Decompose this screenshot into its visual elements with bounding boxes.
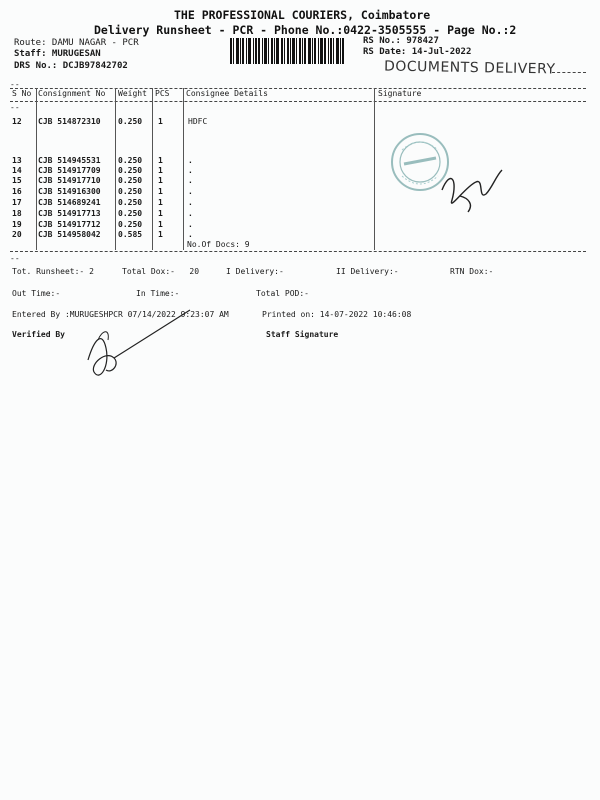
ii-delivery: II Delivery:- — [336, 267, 399, 276]
row-weight: 0.250 — [118, 117, 143, 126]
row-weight: 0.250 — [118, 156, 143, 165]
row-consignment: CJB 514945531 — [38, 156, 101, 165]
row-consignment: CJB 514917710 — [38, 176, 101, 185]
row-pcs: 1 — [158, 176, 163, 185]
row-pcs: 1 — [158, 198, 163, 207]
row-consignee: . — [188, 166, 193, 175]
total-pod: Total POD:- — [256, 289, 309, 298]
row-pcs: 1 — [158, 220, 163, 229]
col-header-consignee: Consignee Details — [186, 89, 268, 98]
col-sep-3 — [152, 88, 153, 250]
col-header-consignment: Consignment No — [38, 89, 106, 98]
stamp-trail — [552, 72, 586, 73]
row-sno: 14 — [12, 166, 22, 175]
dash-mark-2: -- — [10, 103, 20, 112]
i-delivery: I Delivery:- — [226, 267, 284, 276]
col-header-signature: Signature — [378, 89, 422, 98]
total-runsheet: Tot. Runsheet:- 2 — [12, 267, 94, 276]
in-time: In Time:- — [136, 289, 180, 298]
col-sep-1 — [36, 88, 37, 250]
col-header-pcs: PCS — [155, 89, 170, 98]
row-pcs: 1 — [158, 166, 163, 175]
row-weight: 0.250 — [118, 166, 143, 175]
rtn-dox: RTN Dox:- — [450, 267, 494, 276]
row-weight: 0.250 — [118, 220, 143, 229]
row-pcs: 1 — [158, 117, 163, 126]
row-sno: 20 — [12, 230, 22, 239]
drs-number: DRS No.: DCJB97842702 — [14, 61, 128, 71]
row-sno: 16 — [12, 187, 22, 196]
row-consignment: CJB 514917709 — [38, 166, 101, 175]
row-sno: 19 — [12, 220, 22, 229]
route: Route: DAMU NAGAR - PCR — [14, 38, 139, 48]
row-consignee: . — [188, 209, 193, 218]
row-consignee: . — [188, 156, 193, 165]
barcode — [230, 38, 358, 64]
entered-by: Entered By :MURUGESHPCR 07/14/2022 9:23:07 AM — [12, 310, 229, 319]
round-seal-icon — [392, 134, 448, 190]
row-sno: 12 — [12, 117, 22, 126]
table-bottom-rule — [10, 251, 586, 252]
staff-signature: Staff Signature — [266, 330, 339, 339]
row-sno: 15 — [12, 176, 22, 185]
company-name: THE PROFESSIONAL COURIERS, Coimbatore — [174, 8, 431, 22]
row-consignment: CJB 514917712 — [38, 220, 101, 229]
rs-number: RS No.: 978427 — [363, 36, 439, 46]
row-consignee: . — [188, 230, 193, 239]
row-pcs: 1 — [158, 209, 163, 218]
col-header-weight: Weight — [118, 89, 147, 98]
table-header-rule — [10, 101, 586, 102]
row-sno: 17 — [12, 198, 22, 207]
row-consignment: CJB 514689241 — [38, 198, 101, 207]
verified-by: Verified By — [12, 330, 65, 339]
row-weight: 0.250 — [118, 209, 143, 218]
printed-on: Printed on: 14-07-2022 10:46:08 — [262, 310, 412, 319]
delivery-seal-and-signature — [380, 120, 510, 220]
row-consignment: CJB 514916300 — [38, 187, 101, 196]
rs-date: RS Date: 14-Jul-2022 — [363, 47, 472, 57]
row-pcs: 1 — [158, 230, 163, 239]
row-consignee: . — [188, 176, 193, 185]
row-consignee: . — [188, 220, 193, 229]
col-sep-5 — [374, 88, 375, 250]
row-consignee: . — [188, 187, 193, 196]
row-weight: 0.250 — [118, 176, 143, 185]
dash-mark: -- — [10, 80, 20, 89]
row-sno: 13 — [12, 156, 22, 165]
col-sep-4 — [183, 88, 184, 250]
dash-mark-3: -- — [10, 254, 20, 263]
row-weight: 0.250 — [118, 187, 143, 196]
signature-scribble-icon — [442, 170, 502, 212]
runsheet-title: Delivery Runsheet - PCR - Phone No.:0422-3505555 - Page No.:2 — [94, 23, 517, 37]
row-pcs: 1 — [158, 187, 163, 196]
out-time: Out Time:- — [12, 289, 61, 298]
row-consignment: CJB 514958042 — [38, 230, 101, 239]
row-weight: 0.585 — [118, 230, 143, 239]
staff: Staff: MURUGESAN — [14, 49, 101, 59]
row-sno: 18 — [12, 209, 22, 218]
row-weight: 0.250 — [118, 198, 143, 207]
no-of-docs: No.Of Docs: 9 — [187, 240, 250, 249]
row-consignment: CJB 514872310 — [38, 117, 101, 126]
col-header-sno: S No — [12, 89, 32, 98]
total-dox: Total Dox:- 20 — [122, 267, 200, 276]
verifier-signature-icon — [80, 300, 200, 390]
row-consignee: . — [188, 198, 193, 207]
row-consignment: CJB 514917713 — [38, 209, 101, 218]
row-pcs: 1 — [158, 156, 163, 165]
col-sep-2 — [115, 88, 116, 250]
documents-delivery-stamp: DOCUMENTS DELIVERY — [383, 58, 556, 78]
row-consignee: HDFC — [188, 117, 208, 126]
